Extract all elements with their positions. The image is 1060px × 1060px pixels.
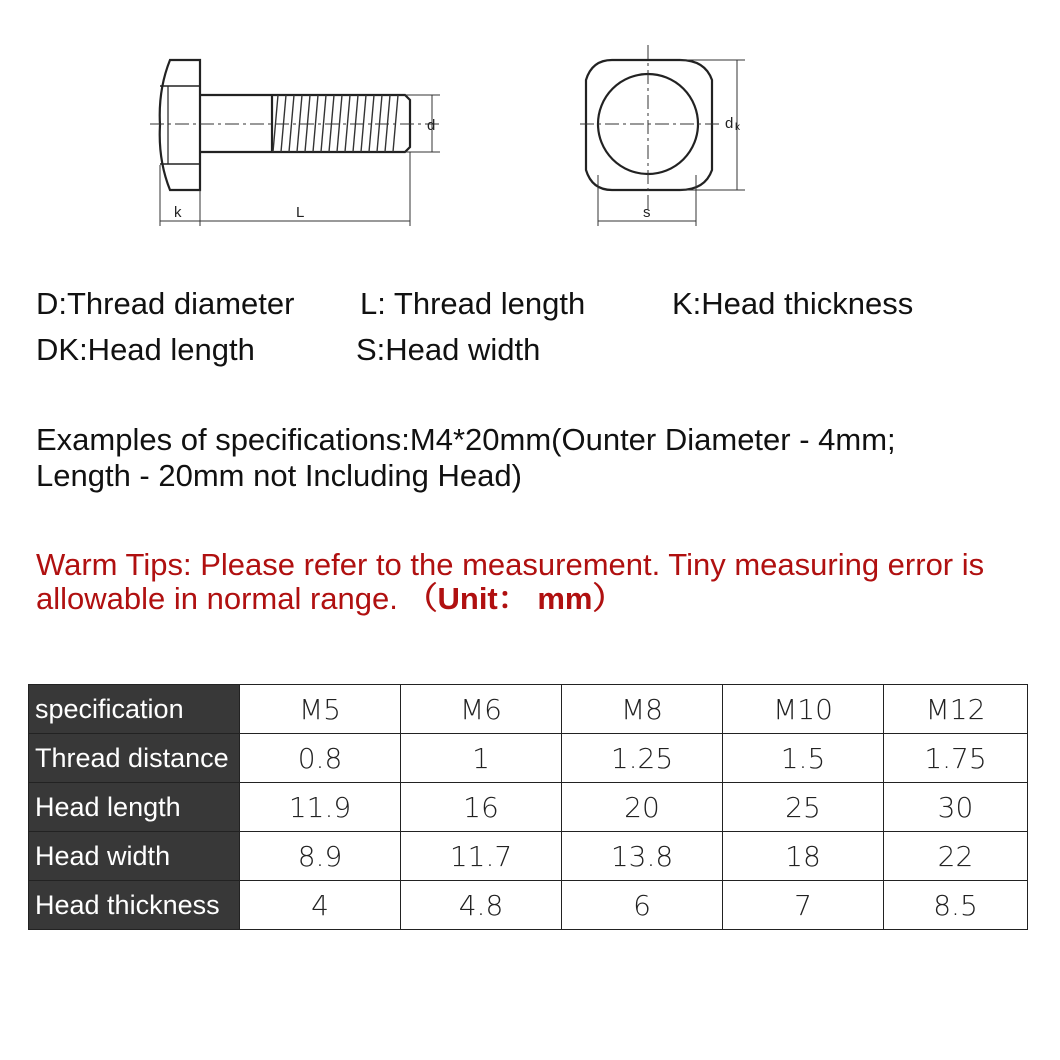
table-cell: 1.5 <box>723 734 884 783</box>
dimension-label-d: d <box>427 117 436 134</box>
bolt-technical-drawing <box>0 0 1060 260</box>
table-cell: 11.9 <box>240 783 401 832</box>
warm-tips-line-1: Warm Tips: Please refer to the measurement. Tiny measuring error is <box>36 547 985 582</box>
legend-head-thickness: K:Head thickness <box>672 286 914 321</box>
table-cell: M12 <box>884 685 1028 734</box>
table-cell: 4.8 <box>401 881 562 930</box>
spec-table <box>28 684 1028 930</box>
table-cell: 8.5 <box>884 881 1028 930</box>
table-cell: 1.25 <box>562 734 723 783</box>
bolt-head-top-view <box>586 60 712 190</box>
warm-tips-text: allowable in normal range. <box>36 581 398 616</box>
table-cell: 1.75 <box>884 734 1028 783</box>
bolt-head-side-view <box>160 60 200 190</box>
row-label: Head thickness <box>29 881 240 930</box>
table-cell: 1 <box>401 734 562 783</box>
table-cell: 18 <box>723 832 884 881</box>
dimension-label-dk: d <box>725 115 734 132</box>
table-cell: M10 <box>723 685 884 734</box>
table-cell: M6 <box>401 685 562 734</box>
example-line-2: Length - 20mm not Including Head) <box>36 458 522 493</box>
table-cell: 4 <box>240 881 401 930</box>
legend-thread-diameter: D:Thread diameter <box>36 286 295 321</box>
warm-tips-line-2 <box>36 582 624 616</box>
table-cell: 20 <box>562 783 723 832</box>
table-cell: 0.8 <box>240 734 401 783</box>
row-label: specification <box>29 685 240 734</box>
table-cell: M5 <box>240 685 401 734</box>
table-row <box>29 685 1028 734</box>
table-cell: 13.8 <box>562 832 723 881</box>
table-cell: 25 <box>723 783 884 832</box>
dimension-label-dk-subscript: k <box>735 122 740 133</box>
table-cell: 30 <box>884 783 1028 832</box>
table-row <box>29 783 1028 832</box>
table-cell: 22 <box>884 832 1028 881</box>
row-label: Head length <box>29 783 240 832</box>
dimension-label-k: k <box>174 204 182 221</box>
table-row <box>29 734 1028 783</box>
unit-note: （Unit： mm） <box>406 581 624 616</box>
table-cell: 6 <box>562 881 723 930</box>
table-cell: 16 <box>401 783 562 832</box>
table-cell: 7 <box>723 881 884 930</box>
row-label: Thread distance <box>29 734 240 783</box>
table-row <box>29 881 1028 930</box>
row-label: Head width <box>29 832 240 881</box>
example-line-1: Examples of specifications:M4*20mm(Ounter Diameter - 4mm; <box>36 422 896 457</box>
table-row <box>29 832 1028 881</box>
legend-thread-length: L: Thread length <box>360 286 586 321</box>
table-cell: M8 <box>562 685 723 734</box>
legend-head-width: S:Head width <box>356 332 541 367</box>
table-cell: 8.9 <box>240 832 401 881</box>
dimension-label-l: L <box>296 204 305 221</box>
dimension-label-s: s <box>643 204 651 221</box>
table-cell: 11.7 <box>401 832 562 881</box>
legend-head-length: DK:Head length <box>36 332 255 367</box>
